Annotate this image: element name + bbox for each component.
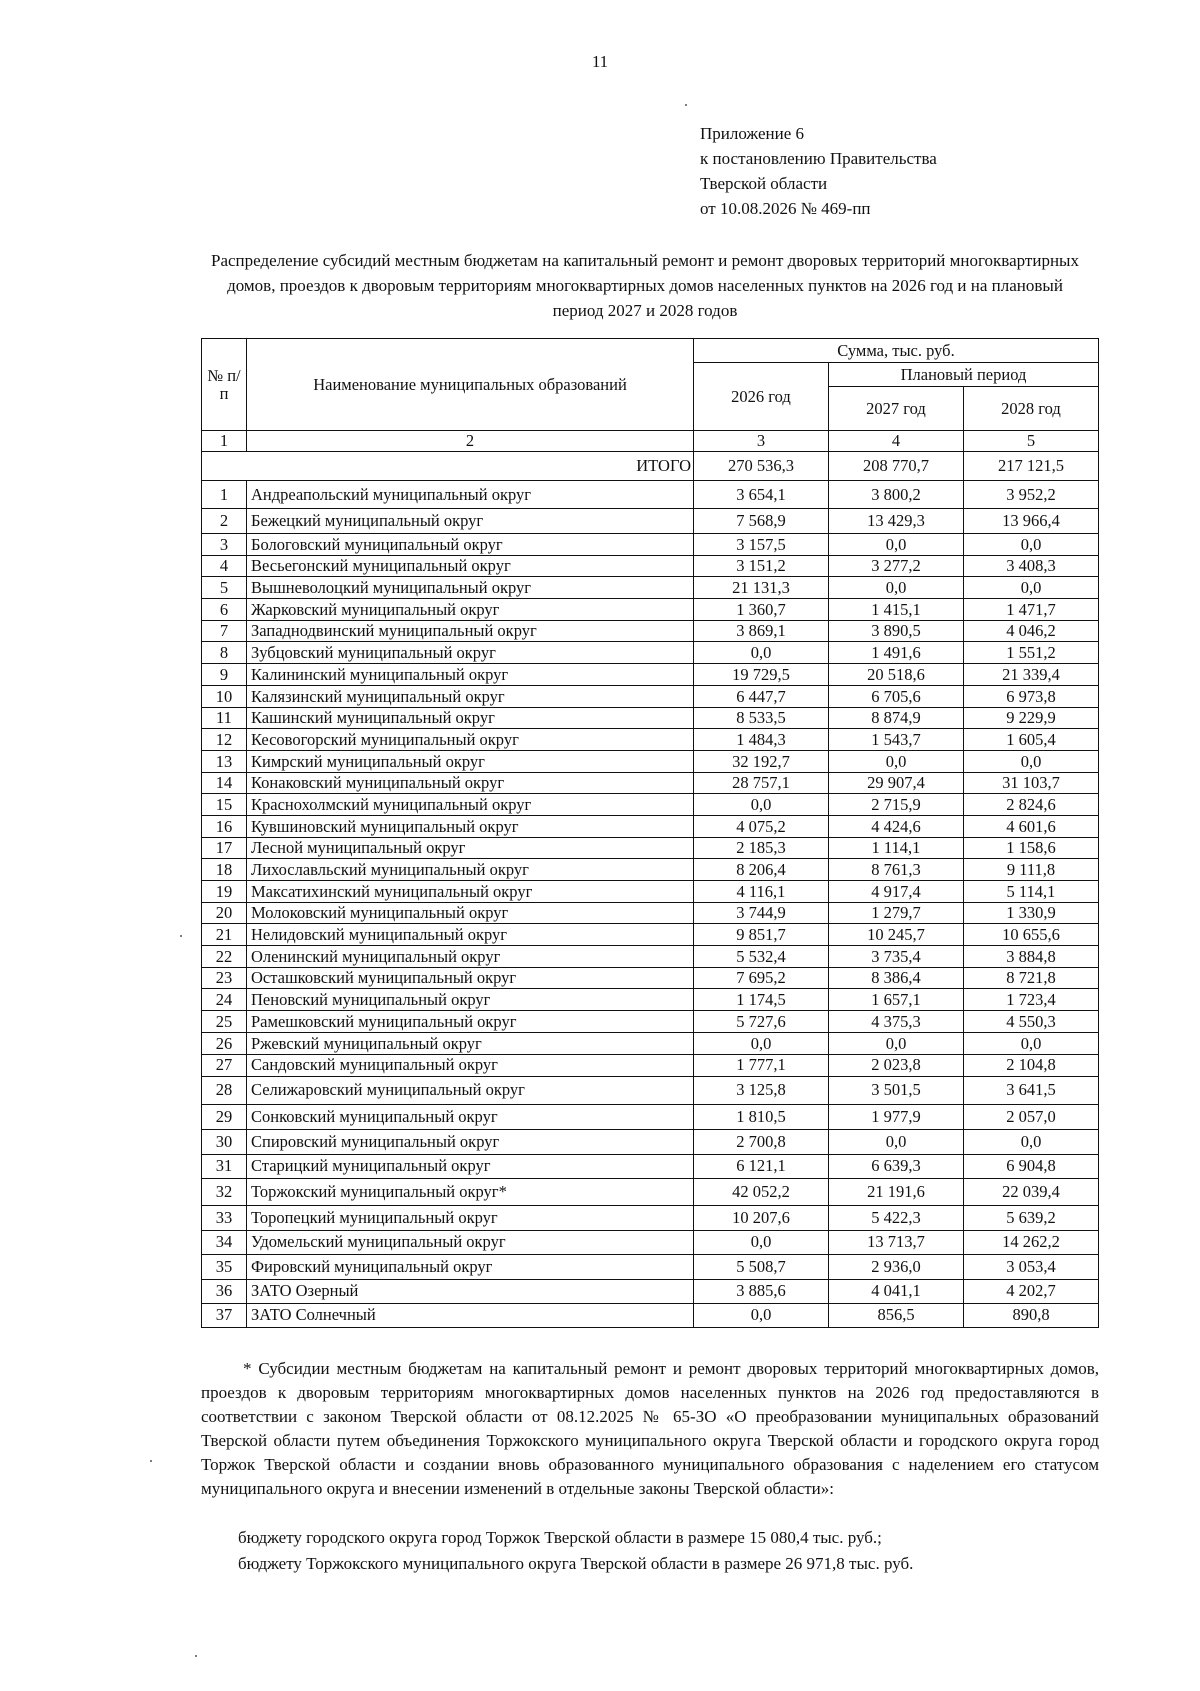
row-value-2027: 2 936,0 [829, 1254, 964, 1279]
row-value-2028: 0,0 [964, 750, 1099, 772]
row-value-2028: 5 114,1 [964, 881, 1099, 903]
header-2027: 2027 год [829, 387, 964, 431]
row-number: 18 [202, 859, 247, 881]
table-row [202, 967, 1099, 989]
row-value-2028: 13 966,4 [964, 509, 1099, 534]
header-name: Наименование муниципальных образований [247, 339, 694, 431]
row-municipality: Зубцовский муниципальный округ [247, 642, 694, 664]
row-number: 29 [202, 1104, 247, 1129]
row-value-2028: 1 551,2 [964, 642, 1099, 664]
row-municipality: Сонковский муниципальный округ [247, 1104, 694, 1129]
table-row [202, 642, 1099, 664]
row-value-2026: 10 207,6 [694, 1205, 829, 1230]
column-number: 2 [247, 431, 694, 452]
row-value-2026: 7 695,2 [694, 967, 829, 989]
table-row [202, 685, 1099, 707]
row-value-2026: 3 744,9 [694, 902, 829, 924]
row-value-2026: 0,0 [694, 1303, 829, 1327]
row-value-2028: 4 601,6 [964, 815, 1099, 837]
row-value-2028: 4 550,3 [964, 1011, 1099, 1033]
row-municipality: Калининский муниципальный округ [247, 664, 694, 686]
allocation-line: бюджету городского округа город Торжок Тверской области в размере 15 080,4 тыс. руб.; [238, 1528, 882, 1547]
row-municipality: Торжокский муниципальный округ* [247, 1178, 694, 1205]
table-row [202, 509, 1099, 534]
row-value-2028: 8 721,8 [964, 967, 1099, 989]
row-value-2026: 3 885,6 [694, 1279, 829, 1303]
row-municipality: Ржевский муниципальный округ [247, 1032, 694, 1054]
appendix-line: Приложение 6 [700, 124, 804, 143]
row-value-2026: 1 810,5 [694, 1104, 829, 1129]
row-value-2027: 2 715,9 [829, 794, 964, 816]
row-value-2027: 1 543,7 [829, 729, 964, 751]
row-municipality: Осташковский муниципальный округ [247, 967, 694, 989]
row-value-2026: 8 533,5 [694, 707, 829, 729]
table-row [202, 859, 1099, 881]
row-value-2027: 1 657,1 [829, 989, 964, 1011]
row-municipality: ЗАТО Озерный [247, 1279, 694, 1303]
table-row [202, 534, 1099, 556]
row-municipality: Бологовский муниципальный округ [247, 534, 694, 556]
row-value-2027: 3 800,2 [829, 481, 964, 509]
row-value-2028: 31 103,7 [964, 772, 1099, 794]
row-municipality: ЗАТО Солнечный [247, 1303, 694, 1327]
row-number: 10 [202, 685, 247, 707]
row-value-2026: 0,0 [694, 1230, 829, 1254]
row-value-2026: 4 116,1 [694, 881, 829, 903]
row-municipality: Рамешковский муниципальный округ [247, 1011, 694, 1033]
row-value-2028: 6 904,8 [964, 1154, 1099, 1178]
row-value-2028: 2 057,0 [964, 1104, 1099, 1129]
row-value-2026: 4 075,2 [694, 815, 829, 837]
row-value-2028: 3 952,2 [964, 481, 1099, 509]
row-number: 11 [202, 707, 247, 729]
row-municipality: Вышневолоцкий муниципальный округ [247, 577, 694, 599]
row-value-2028: 10 655,6 [964, 924, 1099, 946]
row-value-2027: 4 424,6 [829, 815, 964, 837]
table-row [202, 707, 1099, 729]
row-value-2027: 1 491,6 [829, 642, 964, 664]
row-value-2027: 3 501,5 [829, 1076, 964, 1104]
row-value-2026: 5 532,4 [694, 946, 829, 968]
row-number: 26 [202, 1032, 247, 1054]
column-number: 4 [829, 431, 964, 452]
row-municipality: Калязинский муниципальный округ [247, 685, 694, 707]
row-municipality: Оленинский муниципальный округ [247, 946, 694, 968]
appendix-block [700, 121, 937, 221]
table-body [202, 431, 1099, 1328]
row-value-2028: 3 884,8 [964, 946, 1099, 968]
row-value-2027: 1 977,9 [829, 1104, 964, 1129]
row-municipality: Сандовский муниципальный округ [247, 1054, 694, 1076]
footnote-allocations [238, 1525, 913, 1577]
row-value-2026: 3 869,1 [694, 620, 829, 642]
row-value-2026: 3 125,8 [694, 1076, 829, 1104]
row-value-2028: 3 641,5 [964, 1076, 1099, 1104]
row-municipality: Удомельский муниципальный округ [247, 1230, 694, 1254]
row-value-2026: 6 447,7 [694, 685, 829, 707]
subsidy-table [201, 338, 1099, 1328]
row-municipality: Нелидовский муниципальный округ [247, 924, 694, 946]
document-title: Распределение субсидий местным бюджетам на капитальный ремонт и ремонт дворовых территорий многоквартирных домов, проездов к дворовым территориям многоквартирных домов населенных пунктов на 2026 год и на плановый период 2027 и 2028 годов [211, 251, 1079, 320]
row-value-2028: 1 723,4 [964, 989, 1099, 1011]
row-value-2028: 2 824,6 [964, 794, 1099, 816]
row-number: 25 [202, 1011, 247, 1033]
table-row [202, 902, 1099, 924]
row-municipality: Пеновский муниципальный округ [247, 989, 694, 1011]
row-value-2028: 0,0 [964, 577, 1099, 599]
row-number: 16 [202, 815, 247, 837]
total-label: ИТОГО [202, 452, 694, 481]
row-municipality: Краснохолмский муниципальный округ [247, 794, 694, 816]
row-number: 5 [202, 577, 247, 599]
row-number: 12 [202, 729, 247, 751]
page-number: 11 [591, 52, 609, 71]
row-value-2028: 6 973,8 [964, 685, 1099, 707]
header-2028: 2028 год [964, 387, 1099, 431]
row-value-2028: 5 639,2 [964, 1205, 1099, 1230]
row-value-2027: 8 761,3 [829, 859, 964, 881]
row-number: 28 [202, 1076, 247, 1104]
table-row [202, 772, 1099, 794]
table-row [202, 481, 1099, 509]
table-row [202, 924, 1099, 946]
row-value-2026: 3 654,1 [694, 481, 829, 509]
row-value-2027: 3 735,4 [829, 946, 964, 968]
row-municipality: Конаковский муниципальный округ [247, 772, 694, 794]
header-planned-period: Плановый период [829, 363, 1099, 387]
row-value-2028: 2 104,8 [964, 1054, 1099, 1076]
appendix-line: к постановлению Правительства [700, 149, 937, 168]
row-value-2026: 6 121,1 [694, 1154, 829, 1178]
row-value-2026: 1 360,7 [694, 599, 829, 621]
row-value-2027: 8 874,9 [829, 707, 964, 729]
row-value-2027: 0,0 [829, 750, 964, 772]
row-municipality: Торопецкий муниципальный округ [247, 1205, 694, 1230]
header-2026: 2026 год [694, 363, 829, 431]
row-value-2028: 22 039,4 [964, 1178, 1099, 1205]
column-numbers-row [202, 431, 1099, 452]
table-row [202, 1205, 1099, 1230]
row-value-2026: 19 729,5 [694, 664, 829, 686]
row-value-2027: 1 415,1 [829, 599, 964, 621]
row-value-2026: 9 851,7 [694, 924, 829, 946]
table-row [202, 555, 1099, 577]
row-number: 9 [202, 664, 247, 686]
row-value-2028: 21 339,4 [964, 664, 1099, 686]
row-value-2028: 1 158,6 [964, 837, 1099, 859]
row-municipality: Кесовогорский муниципальный округ [247, 729, 694, 751]
table-row [202, 837, 1099, 859]
row-number: 4 [202, 555, 247, 577]
row-value-2026: 3 151,2 [694, 555, 829, 577]
row-value-2026: 2 185,3 [694, 837, 829, 859]
row-value-2026: 2 700,8 [694, 1129, 829, 1154]
row-value-2026: 3 157,5 [694, 534, 829, 556]
row-number: 1 [202, 481, 247, 509]
row-value-2028: 3 408,3 [964, 555, 1099, 577]
row-value-2027: 3 890,5 [829, 620, 964, 642]
table-row [202, 1011, 1099, 1033]
row-number: 7 [202, 620, 247, 642]
table-row [202, 881, 1099, 903]
row-number: 37 [202, 1303, 247, 1327]
row-number: 15 [202, 794, 247, 816]
row-value-2027: 856,5 [829, 1303, 964, 1327]
row-value-2026: 0,0 [694, 642, 829, 664]
row-value-2027: 4 917,4 [829, 881, 964, 903]
row-value-2026: 7 568,9 [694, 509, 829, 534]
scan-speck [150, 1460, 152, 1462]
row-municipality: Селижаровский муниципальный округ [247, 1076, 694, 1104]
row-value-2028: 4 046,2 [964, 620, 1099, 642]
row-number: 17 [202, 837, 247, 859]
row-value-2027: 0,0 [829, 534, 964, 556]
row-municipality: Кимрский муниципальный округ [247, 750, 694, 772]
appendix-line: Тверской области [700, 174, 828, 193]
row-value-2027: 3 277,2 [829, 555, 964, 577]
row-municipality: Андреапольский муниципальный округ [247, 481, 694, 509]
row-value-2026: 28 757,1 [694, 772, 829, 794]
row-value-2027: 0,0 [829, 1032, 964, 1054]
scan-speck [195, 1655, 197, 1657]
header-sum: Сумма, тыс. руб. [694, 339, 1099, 363]
row-number: 35 [202, 1254, 247, 1279]
total-row [202, 452, 1099, 481]
table-row [202, 794, 1099, 816]
row-value-2027: 29 907,4 [829, 772, 964, 794]
row-value-2027: 6 705,6 [829, 685, 964, 707]
row-number: 22 [202, 946, 247, 968]
row-value-2028: 1 330,9 [964, 902, 1099, 924]
row-number: 24 [202, 989, 247, 1011]
row-number: 8 [202, 642, 247, 664]
row-municipality: Фировский муниципальный округ [247, 1254, 694, 1279]
column-number: 1 [202, 431, 247, 452]
row-number: 31 [202, 1154, 247, 1178]
row-number: 33 [202, 1205, 247, 1230]
row-number: 32 [202, 1178, 247, 1205]
table-row [202, 1178, 1099, 1205]
row-municipality: Западнодвинский муниципальный округ [247, 620, 694, 642]
row-value-2026: 32 192,7 [694, 750, 829, 772]
row-municipality: Лихославльский муниципальный округ [247, 859, 694, 881]
table-row [202, 1303, 1099, 1327]
row-number: 30 [202, 1129, 247, 1154]
row-value-2026: 5 508,7 [694, 1254, 829, 1279]
table-row [202, 815, 1099, 837]
row-municipality: Старицкий муниципальный округ [247, 1154, 694, 1178]
table-row [202, 1076, 1099, 1104]
row-number: 27 [202, 1054, 247, 1076]
row-municipality: Спировский муниципальный округ [247, 1129, 694, 1154]
row-value-2027: 1 114,1 [829, 837, 964, 859]
table-row [202, 620, 1099, 642]
row-value-2027: 4 375,3 [829, 1011, 964, 1033]
table-row [202, 1154, 1099, 1178]
row-value-2027: 21 191,6 [829, 1178, 964, 1205]
row-value-2027: 0,0 [829, 577, 964, 599]
row-value-2026: 1 777,1 [694, 1054, 829, 1076]
row-number: 2 [202, 509, 247, 534]
row-municipality: Жарковский муниципальный округ [247, 599, 694, 621]
row-value-2027: 0,0 [829, 1129, 964, 1154]
column-number: 5 [964, 431, 1099, 452]
row-value-2027: 4 041,1 [829, 1279, 964, 1303]
table-row [202, 1230, 1099, 1254]
table-row [202, 989, 1099, 1011]
row-municipality: Лесной муниципальный округ [247, 837, 694, 859]
row-value-2028: 0,0 [964, 534, 1099, 556]
allocation-line: бюджету Торжокского муниципального округа Тверской области в размере 26 971,8 тыс. руб. [238, 1554, 914, 1573]
row-value-2026: 0,0 [694, 1032, 829, 1054]
row-municipality: Кашинский муниципальный округ [247, 707, 694, 729]
row-value-2026: 8 206,4 [694, 859, 829, 881]
row-value-2028: 1 471,7 [964, 599, 1099, 621]
table-row [202, 729, 1099, 751]
row-value-2026: 1 484,3 [694, 729, 829, 751]
row-value-2026: 0,0 [694, 794, 829, 816]
row-value-2028: 3 053,4 [964, 1254, 1099, 1279]
row-number: 14 [202, 772, 247, 794]
row-value-2027: 13 713,7 [829, 1230, 964, 1254]
table-row [202, 946, 1099, 968]
row-value-2028: 0,0 [964, 1129, 1099, 1154]
row-value-2027: 1 279,7 [829, 902, 964, 924]
table-row [202, 1032, 1099, 1054]
row-municipality: Максатихинский муниципальный округ [247, 881, 694, 903]
row-value-2028: 4 202,7 [964, 1279, 1099, 1303]
appendix-line: от 10.08.2026 № 469-пп [700, 199, 871, 218]
row-value-2027: 13 429,3 [829, 509, 964, 534]
row-value-2026: 21 131,3 [694, 577, 829, 599]
row-value-2027: 2 023,8 [829, 1054, 964, 1076]
table-row [202, 1104, 1099, 1129]
row-number: 13 [202, 750, 247, 772]
row-number: 19 [202, 881, 247, 903]
row-value-2028: 14 262,2 [964, 1230, 1099, 1254]
table-row [202, 1129, 1099, 1154]
row-number: 23 [202, 967, 247, 989]
table-row [202, 1279, 1099, 1303]
table-row [202, 1054, 1099, 1076]
scan-speck [180, 935, 182, 937]
row-value-2027: 20 518,6 [829, 664, 964, 686]
table-row [202, 664, 1099, 686]
table-row [202, 599, 1099, 621]
row-number: 21 [202, 924, 247, 946]
row-municipality: Кувшиновский муниципальный округ [247, 815, 694, 837]
row-number: 6 [202, 599, 247, 621]
row-value-2028: 1 605,4 [964, 729, 1099, 751]
row-municipality: Весьегонский муниципальный округ [247, 555, 694, 577]
row-value-2026: 1 174,5 [694, 989, 829, 1011]
row-municipality: Бежецкий муниципальный округ [247, 509, 694, 534]
total-2028: 217 121,5 [964, 452, 1099, 481]
row-value-2026: 5 727,6 [694, 1011, 829, 1033]
table-row [202, 750, 1099, 772]
row-number: 36 [202, 1279, 247, 1303]
total-2026: 270 536,3 [694, 452, 829, 481]
row-value-2028: 0,0 [964, 1032, 1099, 1054]
footnote: * Субсидии местным бюджетам на капитальный ремонт и ремонт дворовых территорий многоквартирных домов, проездов к дворовым территориям многоквартирных домов населенных пунктов на 2026 год предоставляются в соответствии с законом Тверской области от 08.12.2025 № 65-ЗО «О преобразовании муниципальных образований Тверской области путем объединения Торжокского муниципального округа Тверской области и городского округа город Торжок Тверской области и создании вновь образованного муниципального образования с наделением его статусом муниципального округа и внесении изменений в отдельные законы Тверской области»: [201, 1359, 1099, 1498]
row-number: 34 [202, 1230, 247, 1254]
row-value-2027: 6 639,3 [829, 1154, 964, 1178]
total-2027: 208 770,7 [829, 452, 964, 481]
row-number: 3 [202, 534, 247, 556]
row-municipality: Молоковский муниципальный округ [247, 902, 694, 924]
row-value-2027: 10 245,7 [829, 924, 964, 946]
table-row [202, 1254, 1099, 1279]
header-num: № п/п [202, 339, 247, 431]
row-number: 20 [202, 902, 247, 924]
row-value-2027: 5 422,3 [829, 1205, 964, 1230]
scan-speck [685, 104, 687, 106]
row-value-2028: 9 111,8 [964, 859, 1099, 881]
row-value-2027: 8 386,4 [829, 967, 964, 989]
row-value-2028: 9 229,9 [964, 707, 1099, 729]
row-value-2028: 890,8 [964, 1303, 1099, 1327]
row-value-2026: 42 052,2 [694, 1178, 829, 1205]
column-number: 3 [694, 431, 829, 452]
table-row [202, 577, 1099, 599]
